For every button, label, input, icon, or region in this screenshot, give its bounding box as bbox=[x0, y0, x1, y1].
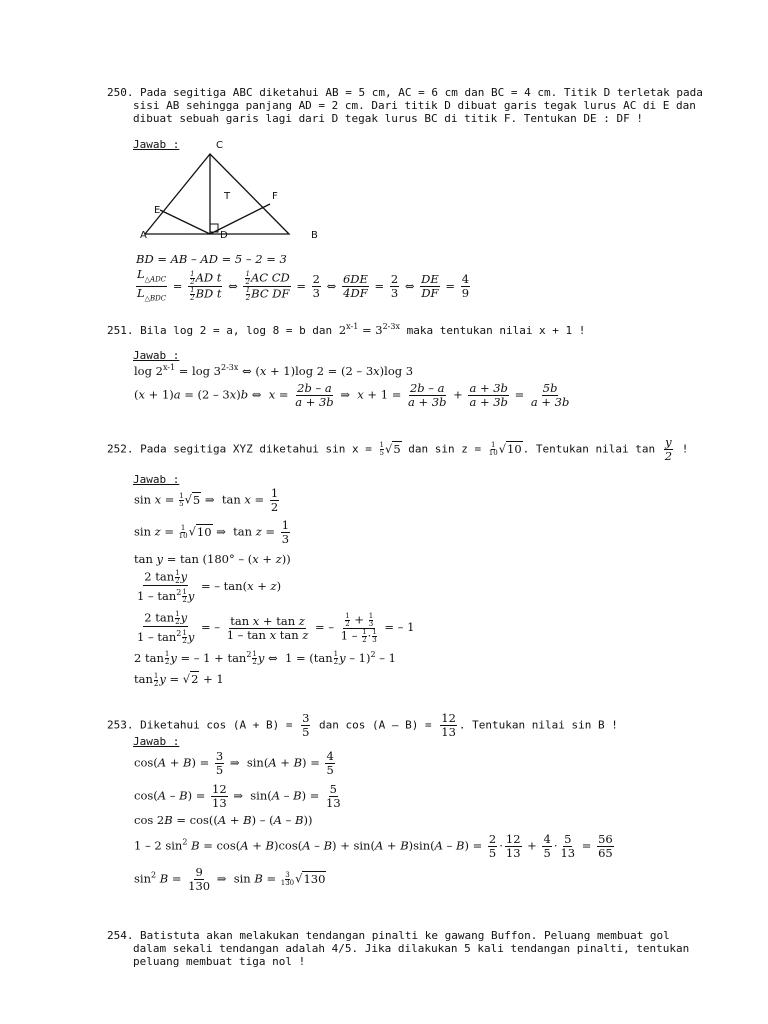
triangle-diagram bbox=[130, 132, 330, 247]
jawab-253-label: Jawab : bbox=[133, 735, 180, 748]
problem-250-line-2: sisi AB sehingga panjang AD = 2 cm. Dari titik D dibuat garis tegak lurus AC di E dan bbox=[133, 99, 696, 112]
label-c: C bbox=[216, 140, 223, 151]
problem-251-text-end: maka tentukan nilai x + 1 ! bbox=[406, 323, 586, 337]
problem-254-line-1: Batistuta akan melakukan tendangan pinalti ke gawang Buffon. Peluang membuat gol bbox=[140, 929, 670, 942]
step-252-identity: 2 tan $\frac{1}{2}$ y $1 - \tan^2$ $\frac{1}{2}$ y = – tan(x + z) bbox=[137, 569, 282, 605]
problem-251-line: 251. Bila log 2 = a, log 8 = b dan $2^{x-1} = 3^{2-3x}$ maka tentukan nilai x + 1 ! bbox=[107, 322, 586, 337]
jawab-250-label: Jawab : bbox=[133, 138, 180, 151]
step-252-expand: 2 tan $\frac{1}{2}$ y $1 - \tan^2$ $\frac{1}{2}$ y = – $\frac{\text{tan x + tan z}}{\text{1 – tan x tan z}}$ = – $\frac{1}{2}$ + $\frac{1}{3}$ 1 – $\frac{1}{2}$ · $\frac{1}{3}$ = – 1 bbox=[137, 610, 415, 646]
step-250-bd: BD = AB – AD = 5 – 2 = 3 bbox=[136, 252, 287, 266]
problem-250-line-3: dibuat sebuah garis lagi dari D tegak lurus BC di titik F. Tentukan DE : DF ! bbox=[133, 112, 643, 125]
step-250-ratio: $\frac{L_{\triangle ADC}}{L_{\triangle BDC}}$ = $\frac{1}{2}$ AD t $\frac{1}{2}$ BD t ⇔ $\frac{1}{2}$ AC CD $\frac{1}{2}$ BC DF = $\frac{2}{3}$ ⇔ $\frac{6DE}{4DF}$ = $\frac{2}{3}$ ⇔ $\frac{DE}{DF}$ = $\frac{4}{9}$ bbox=[137, 267, 470, 303]
label-d: D bbox=[220, 230, 228, 241]
label-e: E bbox=[154, 205, 161, 216]
label-f: F bbox=[272, 191, 278, 202]
step-252-sinx: sin x = $\frac{1}{5}$ √5 ⇒ tan x = $\frac{1}{2}$ bbox=[134, 486, 279, 514]
step-252-result: tan $\frac{1}{2}$ y = √2 + 1 bbox=[134, 671, 224, 688]
step-252-quadratic: 2 tan $\frac{1}{2}$ y = – $1 + \tan^2$ $\frac{1}{2}$ y ⇔ 1 = (tan $\frac{1}{2}$ y – 1)$^2$ – 1 bbox=[134, 650, 396, 667]
step-253-result: $\sin^2 B$ = $\frac{9}{130}$ ⇒ sin B = $\frac{3}{130}$ √130 bbox=[134, 865, 326, 893]
problem-251-text: Bila log 2 = a, log 8 = b dan bbox=[140, 323, 333, 337]
step-251-log: $\log 2^{x-1} = \log 3^{2-3x}$ ⇔ (x + 1)log 2 = (2 – 3x)log 3 bbox=[134, 363, 414, 378]
problem-253-number: 253. bbox=[107, 718, 134, 732]
step-252-tany: tan y = tan (180° – (x + z)) bbox=[134, 552, 291, 566]
jawab-251-label: Jawab : bbox=[133, 349, 180, 362]
label-b: B bbox=[311, 230, 318, 241]
problem-250-line-1: Pada segitiga ABC diketahui AB = 5 cm, AC = 6 cm dan BC = 4 cm. Titik D terletak pada bbox=[140, 86, 703, 99]
problem-252-line: 252. Pada segitiga XYZ diketahui sin x = $\frac{1}{5}$ √5 dan sin z = $\frac{1}{10}$ √10. Tentukan nilai tan $\frac{y}{2}$ ! bbox=[107, 435, 689, 463]
jawab-252-label: Jawab : bbox=[133, 473, 180, 486]
step-251-solve: (x + 1)a = (2 – 3x)b ⇔ x = $\frac{2b - a}{a + 3b}$ ⇒ x + 1 = $\frac{2b - a}{a + 3b}$ + $\frac{a + 3b}{a + 3b}$ = $\frac{5b}{a + 3b}$ bbox=[134, 381, 570, 409]
problem-250-number: 250. bbox=[107, 86, 134, 99]
problem-253-line: 253. Diketahui cos (A + B) = $\frac{3}{5}$ dan cos (A – B) = $\frac{12}{13}$ . Tentukan nilai sin B ! bbox=[107, 711, 618, 739]
label-a: A bbox=[140, 230, 147, 241]
problem-251-number: 251. bbox=[107, 323, 134, 337]
step-253-cos2b: cos 2B = cos((A + B) – (A – B)) bbox=[134, 813, 313, 827]
step-252-sinz: sin z = $\frac{1}{10}$ √10 ⇒ tan z = $\frac{1}{3}$ bbox=[134, 518, 290, 546]
problem-254-line-2: dalam sekali tendangan adalah 4/5. Jika dilakukan 5 kali tendangan pinalti, tentukan bbox=[133, 942, 690, 955]
problem-252-number: 252. bbox=[107, 442, 134, 456]
problem-254-number: 254. bbox=[107, 929, 134, 942]
label-t: T bbox=[224, 191, 231, 202]
problem-254-line-3: peluang membuat tiga nol ! bbox=[133, 955, 306, 968]
step-253-cos-diff: cos(A – B) = $\frac{12}{13}$ ⇒ sin(A – B) = $\frac{5}{13}$ bbox=[134, 782, 341, 810]
step-253-expand: 1 – 2 $\sin^2 B = \cos(A + B)\cos(A - B) + \sin(A + B)\sin(A - B)$ = $\frac{2}{5}$ · $\frac{12}{13}$ + $\frac{4}{5}$ · $\frac{5}{13}$ = $\frac{56}{65}$ bbox=[134, 832, 613, 860]
step-253-cos-sum: cos(A + B) = $\frac{3}{5}$ ⇒ sin(A + B) = $\frac{4}{5}$ bbox=[134, 749, 334, 777]
